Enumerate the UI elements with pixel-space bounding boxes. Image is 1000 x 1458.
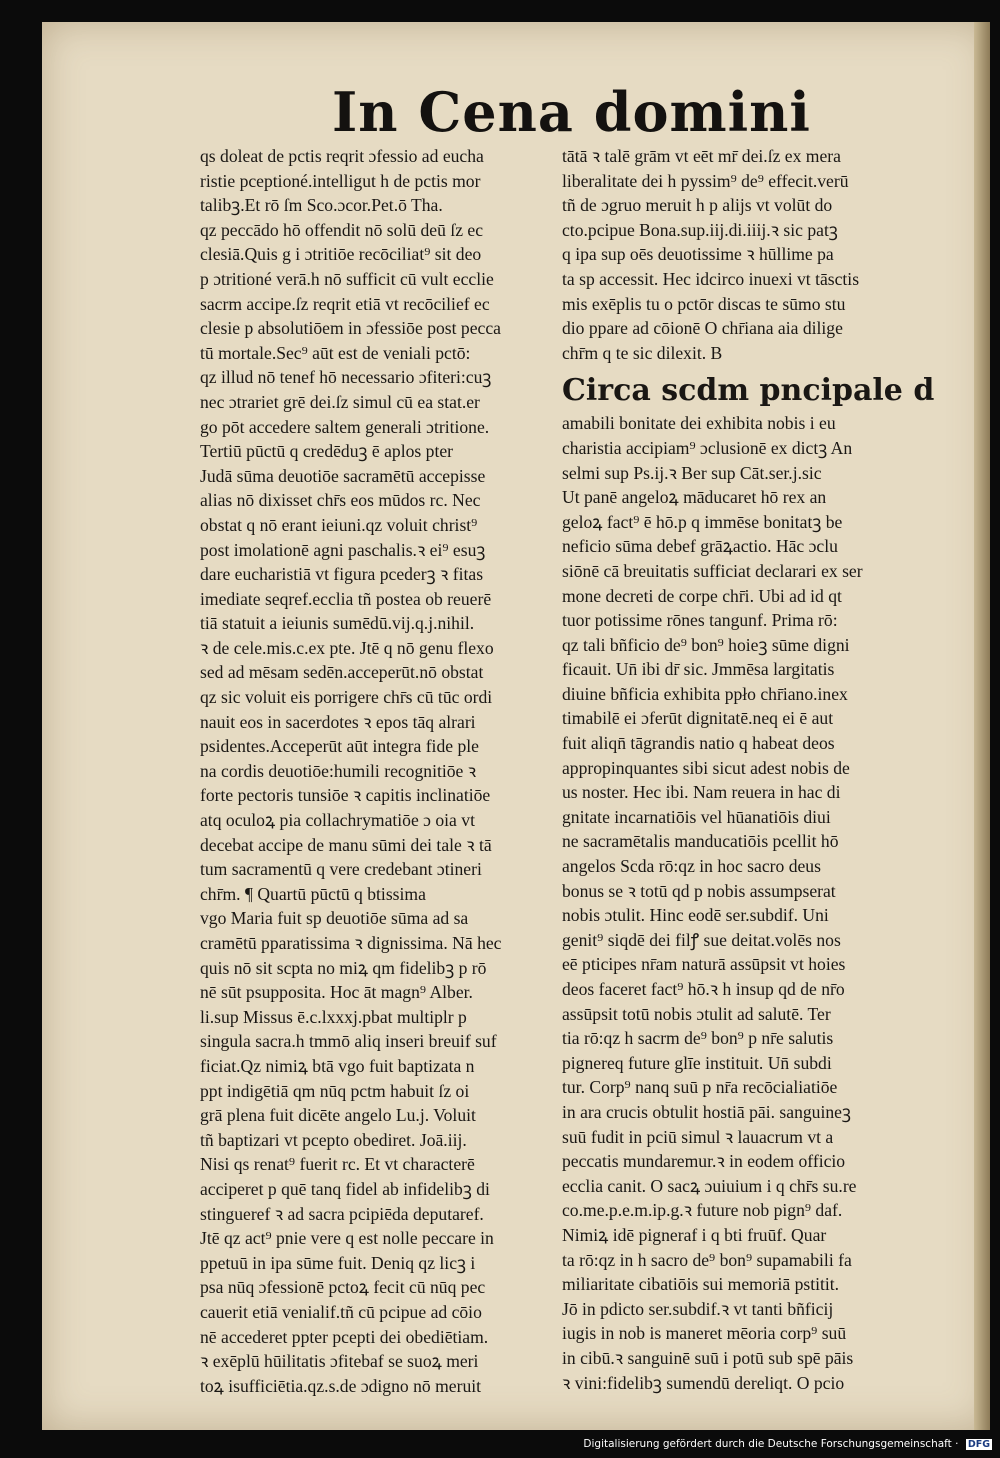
text-line: miliaritate cibatiōis sui memoriā pstitit. (562, 1274, 840, 1295)
text-line: neficio sūma debef grāꝝactio. Hāc ɔclu (562, 536, 838, 557)
text-line: acciperet p quē tanq fidel ab infidelibꝫ di (200, 1178, 490, 1199)
text-line: ppt indigētiā qm nūq pctm habuit ſz oi (200, 1080, 470, 1101)
text-line: us noster. Hec ibi. Nam reuera in hac di (562, 782, 841, 803)
text-line: na cordis deuotiōe:humili recognitiōe ꝛ (200, 760, 477, 781)
text-line: deos faceret fact⁹ hō.ꝛ h insup qd de nr̄o (562, 979, 845, 999)
text-line: cauerit etiā venialif.tñ cū pcipue ad cōio (200, 1301, 482, 1322)
text-line: tñ de ɔgruo meruit h p alijs vt volūt do (562, 195, 833, 216)
text-line: qz sic voluit eis porrigere chr̄s cū tūc ordi (200, 687, 493, 708)
text-line: psa nūq ɔfessionē pctoꝝ fecit cū nūq pec (200, 1277, 486, 1298)
text-line: post imolationē agni paschalis.ꝛ ei⁹ esuꝫ (200, 539, 486, 560)
right-text-column (562, 144, 934, 1395)
text-line: ta sp accessit. Hec idcirco inuexi vt tāsctis (562, 268, 860, 289)
text-line: diuine bñficia exhibita ppło chr̄iano.inex (562, 683, 848, 704)
funding-note: Digitalisierung gefördert durch die Deutsche Forschungsgemeinschaft · (583, 1438, 959, 1450)
text-line: ꝛ exēplū hūilitatis ɔfitebaf se suoꝝ meri (200, 1351, 479, 1372)
text-line: tātā ꝛ talē grām vt eēt mr̄ dei.ſz ex mera (562, 146, 841, 166)
text-line: singula sacra.h tmmō aliq inseri breuif suf (200, 1031, 497, 1052)
text-line: in cibū.ꝛ sanguinē suū i potū sub spē pāis (562, 1347, 854, 1368)
text-line: sacrm accipe.ſz reqrit etiā vt recōcilief ec (200, 293, 490, 314)
text-line: ppetuū in ipa sūme fuit. Deniq qz licꝫ i (200, 1252, 476, 1273)
text-line: qz illud nō tenef hō necessario ɔfiteri:cuꝫ (200, 367, 492, 388)
text-line: chr̄m q te sic dilexit. B (562, 342, 723, 363)
text-line: tū mortale.Sec⁹ aūt est de veniali pctō: (200, 342, 471, 363)
right-column-bottom (562, 411, 934, 1395)
dfg-logo: DFG (967, 1439, 990, 1450)
right-column-top (562, 144, 934, 365)
text-line: talibꝫ.Et rō ſm Sco.ɔcor.Pet.ō Tha. (200, 195, 443, 216)
text-line: eē pticipes nr̄am naturā assūpsit vt hoies (562, 954, 846, 975)
section-rubric: Circa scdm pncipale d (562, 373, 934, 409)
text-line: qz tali bñficio de⁹ bon⁹ hoieꝫ sūme digni (562, 634, 850, 655)
text-line: genit⁹ siqdē dei filꝭ sue deitat.volēs nos (562, 929, 841, 950)
text-line: qs doleat de pctis reqrit ɔfessio ad eucha (200, 146, 484, 166)
text-line: toꝝ isufficiētia.qz.s.de ɔdigno nō meruit (200, 1375, 482, 1396)
text-line: mone decreti de corpe chr̄i. Ubi ad id qt (562, 585, 842, 606)
book-page (42, 22, 990, 1430)
text-line: quis nō sit scpta no miꝝ qm fidelibꝫ p rō (200, 957, 487, 978)
text-line: tuor potissime rōnes tangunf. Prima rō: (562, 610, 838, 631)
text-line: nauit eos in sacerdotes ꝛ epos tāq alrari (200, 711, 476, 732)
text-line: forte pectoris tunsiōe ꝛ capitis inclinatiōe (200, 785, 491, 806)
text-line: go pōt accedere saltem generali ɔtritione. (200, 416, 490, 437)
text-line: dio ppare ad cōionē O chr̄iana aia dilige (562, 318, 843, 339)
digitization-footer (0, 1438, 992, 1450)
text-line: dare eucharistiā vt figura pcederꝫ ꝛ fitas (200, 564, 484, 585)
text-line: Ut panē angeloꝝ māducaret hō rex an (562, 487, 827, 508)
page-edge (974, 22, 990, 1430)
text-line: bonus se ꝛ totū qd p nobis assumpserat (562, 880, 836, 901)
text-line: nē accederet ppter pcepti dei obediētiam. (200, 1326, 489, 1347)
text-line: co.me.p.e.m.ip.g.ꝛ future nob pign⁹ daf. (562, 1200, 843, 1221)
text-line: assūpsit totū nobis ɔtulit ad salutē. Ter (562, 1003, 831, 1024)
text-line: in ara crucis obtulit hostiā pāi. sanguineꝫ (562, 1101, 851, 1122)
text-line: psidentes.Acceperūt aūt integra fide ple (200, 736, 479, 757)
text-line: p ɔtritioné verā.h nō sufficit cū vult ecclie (200, 268, 494, 289)
text-line: ficiat.Qz nimiꝝ btā vgo fuit baptizata n (200, 1055, 475, 1076)
text-line: geloꝝ fact⁹ ē hō.p q immēse bonitatꝫ be (562, 511, 843, 532)
text-line: ristie pceptioné.intelligut h de pctis mor (200, 170, 481, 191)
text-line: imediate seqref.ecclia tñ postea ob reuerē (200, 588, 492, 609)
text-line: qz peccādo hō offendit nō solū deū ſz ec (200, 219, 484, 240)
text-line: vgo Maria fuit sp deuotiōe sūma ad sa (200, 908, 469, 929)
text-line: Tertiū pūctū q credēduꝫ ē aplos pter (200, 441, 454, 462)
text-line: cto.pcipue Bona.sup.iij.di.iiij.ꝛ sic patꝫ (562, 219, 838, 240)
left-text-column (200, 144, 592, 1398)
text-line: appropinquantes sibi sicut adest nobis de (562, 757, 850, 778)
text-line: amabili bonitate dei exhibita nobis i eu (562, 413, 836, 434)
text-line: sed ad mēsam sedēn.acceperūt.nō obstat (200, 662, 484, 683)
text-line: selmi sup Ps.ij.ꝛ Ber sup Cāt.ser.j.sic (562, 462, 822, 483)
text-line: ꝛ de cele.mis.c.ex pte. Jtē q nō genu flexo (200, 637, 494, 658)
text-line: tiā statuit a ieiunis sumēdū.vij.q.j.nihil. (200, 613, 475, 634)
text-line: Judā sūma deuotiōe sacramētū accepisse (200, 465, 486, 486)
text-line: angelos Scda rō:qz in hoc sacro deus (562, 856, 821, 877)
text-line: ne sacramētalis manducatiōis pcellit hō (562, 831, 839, 852)
text-line: decebat accipe de manu sūmi dei tale ꝛ tā (200, 834, 492, 855)
text-line: nec ɔtrariet grē dei.ſz simul cū ea stat.er (200, 391, 480, 412)
text-line: tia rō:qz h sacrm de⁹ bon⁹ p nr̄e salutis (562, 1028, 834, 1049)
text-line: obstat q nō erant ieiuni.qz voluit christ⁹ (200, 514, 478, 535)
text-line: atq oculoꝝ pia collachrymatiōe ɔ oia vt (200, 810, 475, 831)
text-line: nobis ɔtulit. Hinc eodē ser.subdif. Uni (562, 905, 829, 926)
text-line: tñ baptizari vt pcepto obediret. Joā.iij. (200, 1129, 467, 1150)
text-line: grā plena fuit dicēte angelo Lu.j. Voluit (200, 1105, 476, 1126)
text-line: clesie p absolutiōem in ɔfessiōe post pecca (200, 318, 501, 339)
text-line: alias nō dixisset chr̄s eos mūdos rc. Nec (200, 490, 481, 511)
text-line: ta rō:qz in h sacro de⁹ bon⁹ supamabili fa (562, 1249, 852, 1270)
text-line: iugis in nob is maneret mēoria corp⁹ suū (562, 1323, 847, 1344)
text-line: pignereq future glīe instituit. Un̄ subdi (562, 1052, 832, 1073)
text-line: suū fudit in pciū simul ꝛ lauacrum vt a (562, 1126, 834, 1147)
text-line: timabilē ei ɔferūt dignitatē.neq ei ē aut (562, 708, 834, 729)
text-line: Nimiꝝ idē pigneraf i q bti fruūf. Quar (562, 1224, 827, 1245)
text-line: mis exēplis tu o pctōr discas te sūmo stu (562, 293, 846, 314)
text-line: chr̄m. ¶ Quartū pūctū q btissima (200, 883, 426, 904)
text-line: ecclia canit. O sacꝝ ɔuiuium i q chr̄s su.re (562, 1175, 857, 1196)
text-line: tum sacramentū q vere credebant ɔtineri (200, 859, 482, 880)
text-line: Nisi qs renat⁹ fuerit rc. Et vt characterē (200, 1154, 475, 1175)
running-header: In Cena domini (332, 80, 811, 144)
text-line: q ipa sup oēs deuotissime ꝛ hūllime pa (562, 244, 834, 265)
text-line: clesiā.Quis g i ɔtritiōe recōciliat⁹ sit deo (200, 244, 482, 265)
text-line: Jtē qz act⁹ pnie vere q est nolle peccare in (200, 1228, 494, 1249)
text-line: stingueref ꝛ ad sacra pcipiēda deputaref. (200, 1203, 484, 1224)
text-line: ꝛ vini:fidelibꝫ sumendū dereliqt. O pcio (562, 1372, 845, 1393)
text-line: liberalitate dei h pyssim⁹ de⁹ effecit.verū (562, 170, 849, 191)
text-line: nē sūt psupposita. Hoc āt magn⁹ Alber. (200, 982, 473, 1003)
text-line: li.sup Missus ē.c.lxxxj.pbat multiplr p (200, 1006, 467, 1027)
text-line: cramētū pparatissima ꝛ dignissima. Nā hec (200, 933, 502, 953)
text-line: charistia accipiam⁹ ɔclusionē ex dictꝫ An (562, 437, 853, 458)
text-line: gnitate incarnatiōis vel hūanatiōis diui (562, 806, 831, 827)
text-line: peccatis mundaremur.ꝛ in eodem officio (562, 1151, 846, 1172)
text-line: siōnē cā breuitatis sufficiat declarari ex ser (562, 560, 863, 581)
text-line: fuit aliqn̄ tāgrandis natio q habeat deos (562, 733, 835, 754)
text-line: Jō in pdicto ser.subdif.ꝛ vt tanti bñficij (562, 1298, 834, 1319)
text-line: tur. Corp⁹ nanq suū p nr̄a recōcialiatiōe (562, 1077, 838, 1098)
text-line: ficauit. Un̄ ibi dr̄ sic. Jmmēsa largitatis (562, 659, 835, 680)
